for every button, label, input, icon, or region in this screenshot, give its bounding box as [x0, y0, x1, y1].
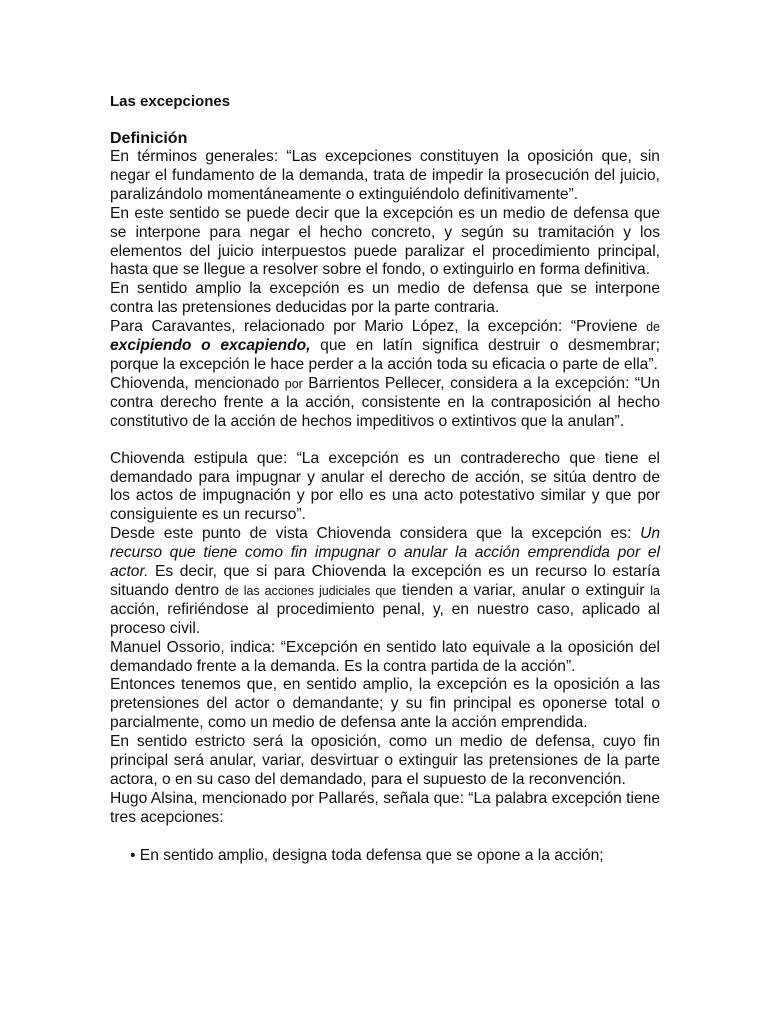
paragraph: En este sentido se puede decir que la excepción es un medio de defensa que se interpone para negar el hecho concreto, y según su tramitación y los elementos del juicio interpuestos puede paralizar el procedimiento principal, hasta que se llegue a resolver sobre el fondo, o extinguirlo en forma definitiva.	[110, 204, 660, 279]
list-item: • En sentido amplio, designa toda defensa que se opone a la acción;	[130, 846, 660, 865]
paragraph: Entonces tenemos que, en sentido amplio, la excepción es la oposición a las pretensiones del actor o demandante; y su fin principal es oponerse total o parcialmente, como un medio de defensa ante la acción emprendida.	[110, 676, 660, 732]
text-run: de	[646, 320, 660, 335]
paragraph: Chiovenda estipula que: “La excepción es un contraderecho que tiene el demandado para impugnar y anular el derecho de acción, se sitúa dentro de los actos de impugnación y por ello es una acto potestativo similar y que por consiguiente es un recurso”.	[110, 449, 660, 524]
text-run: la	[650, 583, 660, 598]
section-heading: Definición	[110, 130, 188, 147]
paragraph-chiovenda	[110, 375, 660, 432]
document-title: Las excepciones	[110, 93, 231, 110]
paragraph-gap	[110, 432, 660, 450]
text-run: de las acciones judiciales que	[224, 583, 397, 598]
paragraph: En sentido amplio la excepción es un medio de defensa que se interpone contra las pretensiones deducidas por la parte contraria.	[110, 280, 660, 317]
italic-quote: Un recurso que tiene como fin impugnar o anular la acción emprendida por el actor.	[110, 525, 660, 581]
paragraph-caravantes	[110, 318, 660, 375]
text-run: tienden a variar, anular o extinguir	[396, 581, 651, 599]
paragraph: En sentido estricto será la oposición, como un medio de defensa, cuyo fin principal será anular, variar, desvirtuar o extinguir las pretensiones de la parte actora, o en su caso del demandado, para el supuesto de la reconvención.	[110, 733, 660, 788]
text-run: por	[284, 376, 303, 391]
paragraph-punto-de-vista	[110, 525, 660, 638]
paragraph: Manuel Ossorio, indica: “Excepción en sentido lato equivale a la oposición del demandado frente a la demanda. Es la contra partida de la acción”.	[110, 638, 660, 675]
emphasized-term: excipiendo o excapiendo,	[110, 337, 311, 355]
paragraph: En términos generales: “Las excepciones constituyen la oposición que, sin negar el fundamento de la demanda, trata de impedir la prosecución del juicio, paralizándolo momentáneamente o extinguiéndolo definitivamente”.	[110, 148, 660, 203]
text-run: Para Caravantes, relacionado por Mario López, la excepción: “Proviene	[110, 318, 647, 336]
text-run: Desde este punto de vista Chiovenda considera que la excepción es:	[110, 525, 641, 543]
bullet-list	[110, 846, 660, 865]
text-run: Chiovenda, mencionado	[110, 374, 285, 392]
text-run: Es decir, que si para Chiovenda la excepción es un recurso lo estaría situando dentro	[110, 563, 660, 599]
text-run: Barrientos Pellecer, considera a la excepción: “Un contra derecho frente a la acción, consistente en la contraposición al hecho constitutivo de la acción de hechos impeditivos o extintivos que la anulan”.	[110, 374, 661, 430]
paragraph: Hugo Alsina, mencionado por Pallarés, señala que: “La palabra excepción tiene tres acepciones:	[110, 789, 660, 826]
text-run: acción, refiriéndose al procedimiento penal, y, en nuestro caso, aplicado al proceso civil.	[110, 600, 660, 637]
text-run: que en latín significa destruir o desmembrar; porque la excepción le hace perder a la acción toda su eficacia o parte de ella”.	[110, 337, 660, 373]
